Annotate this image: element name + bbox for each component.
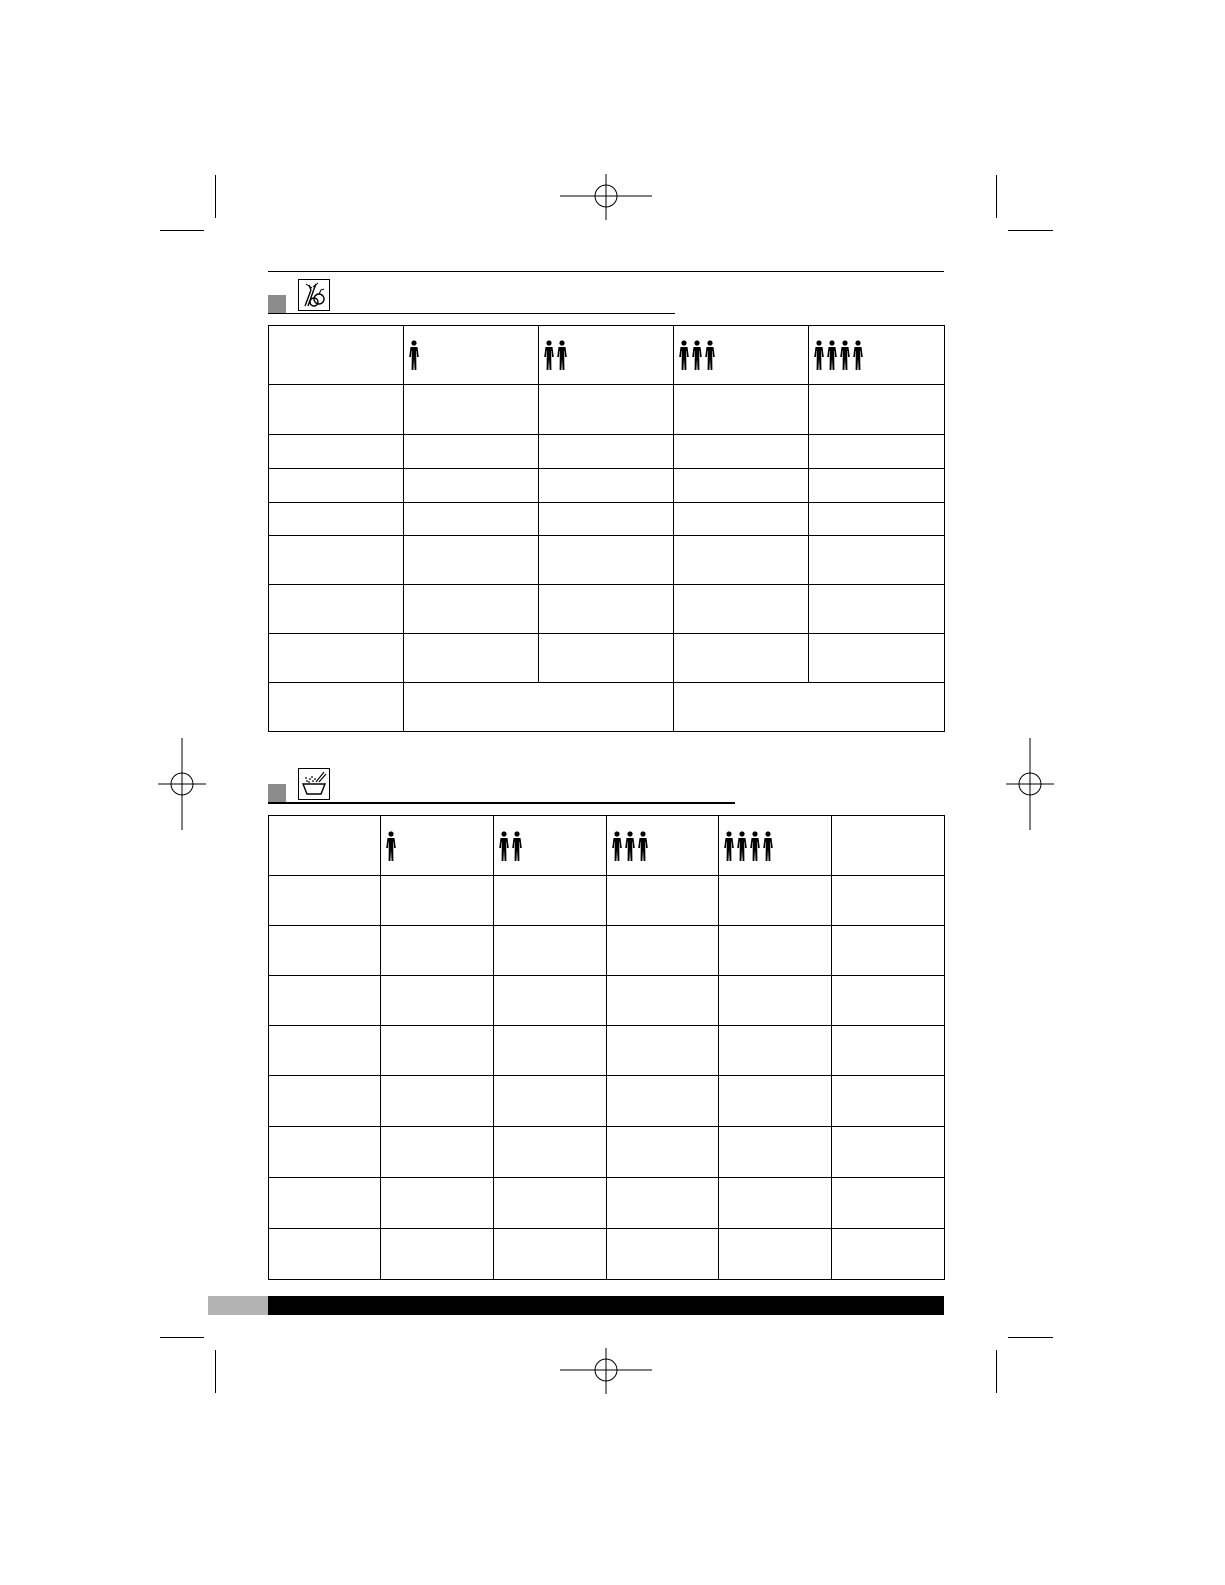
table-cell [719, 1076, 832, 1127]
table-cell [269, 1127, 381, 1178]
table-cell [494, 876, 607, 926]
table-header-cell [381, 816, 494, 876]
table-cell [674, 469, 809, 503]
table-cell [494, 926, 607, 976]
table-cell [832, 1026, 945, 1076]
table-cell [269, 1178, 381, 1229]
page-top-rule [268, 271, 944, 272]
table-cell [719, 976, 832, 1026]
4-persons-icon [813, 340, 867, 371]
table-cell [719, 1178, 832, 1229]
table-row [269, 926, 945, 976]
table-cell [404, 469, 539, 503]
table-cell [832, 1127, 945, 1178]
table-cell [719, 1127, 832, 1178]
table-header-cell [539, 326, 674, 385]
page-number-tab [208, 1296, 268, 1315]
table-header-cell [832, 816, 945, 876]
table-header-cell [269, 816, 381, 876]
table-row [269, 385, 945, 435]
table-cell [832, 1076, 945, 1127]
table-row [269, 536, 945, 585]
table-header-row [269, 816, 945, 876]
table-cell [607, 1127, 719, 1178]
table-cell [269, 435, 404, 469]
table-header-cell [269, 326, 404, 385]
table-cell [607, 926, 719, 976]
table-cell [674, 585, 809, 634]
table-cell [494, 1127, 607, 1178]
table-header-cell [674, 326, 809, 385]
table-cell [539, 536, 674, 585]
table-header-cell [607, 816, 719, 876]
table-cell [404, 585, 539, 634]
3-persons-icon [678, 340, 719, 371]
table-cell [269, 683, 404, 732]
table-header-cell [719, 816, 832, 876]
registration-mark-left [158, 738, 206, 830]
table-cell [404, 536, 539, 585]
registration-mark-bottom [560, 1348, 652, 1394]
table-cell [832, 1229, 945, 1280]
table-row [269, 1127, 945, 1178]
vegetables-cooking-table [268, 325, 945, 732]
registration-mark-right [1006, 738, 1054, 830]
table-cell [809, 469, 945, 503]
table-cell [269, 926, 381, 976]
table-cell [607, 1178, 719, 1229]
table-cell [809, 585, 945, 634]
table-cell [607, 1076, 719, 1127]
table-cell [674, 385, 809, 435]
footer-bar [268, 1296, 944, 1315]
table-cell [404, 435, 539, 469]
table-cell [674, 503, 809, 536]
table-cell [607, 1229, 719, 1280]
table-cell [832, 876, 945, 926]
table-cell [381, 1076, 494, 1127]
table-cell [832, 1178, 945, 1229]
4-persons-icon [723, 831, 777, 862]
table-cell [404, 385, 539, 435]
1-person-icon [385, 831, 399, 862]
table-cell [832, 976, 945, 1026]
table-row [269, 435, 945, 469]
table-cell [674, 536, 809, 585]
table-cell [539, 585, 674, 634]
table-cell [494, 1026, 607, 1076]
table-header-cell [494, 816, 607, 876]
table-row [269, 876, 945, 926]
table-cell [539, 435, 674, 469]
table-cell [269, 385, 404, 435]
table-header-cell [404, 326, 539, 385]
table-cell [494, 1178, 607, 1229]
table-cell [269, 585, 404, 634]
table-cell [809, 536, 945, 585]
table-cell [809, 634, 945, 683]
section-marker [268, 784, 286, 802]
table-cell [269, 503, 404, 536]
table-cell [674, 634, 809, 683]
registration-mark-top [560, 174, 652, 220]
table-cell [494, 1229, 607, 1280]
table-cell [494, 1076, 607, 1127]
section-marker [268, 295, 286, 313]
table-row [269, 585, 945, 634]
table-cell [269, 634, 404, 683]
table-cell-merged [674, 683, 945, 732]
table-row [269, 503, 945, 536]
table-cell [539, 385, 674, 435]
table-cell [539, 469, 674, 503]
table-cell [607, 976, 719, 1026]
table-header-cell [809, 326, 945, 385]
table-row [269, 1178, 945, 1229]
section-heading-rule [268, 802, 735, 804]
table-cell [269, 536, 404, 585]
table-cell [719, 1229, 832, 1280]
table-row [269, 634, 945, 683]
table-cell [809, 385, 945, 435]
3-persons-icon [611, 831, 652, 862]
table-row [269, 1026, 945, 1076]
table-cell [269, 1229, 381, 1280]
table-cell [269, 469, 404, 503]
table-cell [674, 435, 809, 469]
table-cell [809, 435, 945, 469]
table-cell [404, 503, 539, 536]
table-cell [381, 976, 494, 1026]
table-row [269, 1076, 945, 1127]
table-cell [494, 976, 607, 1026]
table-cell [381, 1127, 494, 1178]
table-row [269, 469, 945, 503]
table-cell [381, 1026, 494, 1076]
table-cell [404, 634, 539, 683]
table-cell [269, 876, 381, 926]
rice-bowl-icon [298, 768, 330, 800]
rice-cooking-table [268, 815, 945, 1280]
table-cell [269, 976, 381, 1026]
table-cell [381, 1178, 494, 1229]
table-cell [607, 1026, 719, 1076]
section-heading-rule [268, 313, 675, 314]
table-cell [719, 1026, 832, 1076]
table-row [269, 1229, 945, 1280]
table-cell [269, 1026, 381, 1076]
2-persons-icon [498, 831, 526, 862]
table-cell [269, 1076, 381, 1127]
table-cell [381, 876, 494, 926]
table-cell [381, 926, 494, 976]
table-row [269, 976, 945, 1026]
table-cell [719, 926, 832, 976]
table-cell [809, 503, 945, 536]
table-cell [607, 876, 719, 926]
table-header-row [269, 326, 945, 385]
1-person-icon [408, 340, 422, 371]
table-row [269, 683, 945, 732]
table-cell [832, 926, 945, 976]
table-cell [539, 634, 674, 683]
vegetables-icon [298, 279, 330, 311]
table-cell [539, 503, 674, 536]
table-cell [719, 876, 832, 926]
2-persons-icon [543, 340, 571, 371]
table-cell [381, 1229, 494, 1280]
table-cell-merged [404, 683, 674, 732]
